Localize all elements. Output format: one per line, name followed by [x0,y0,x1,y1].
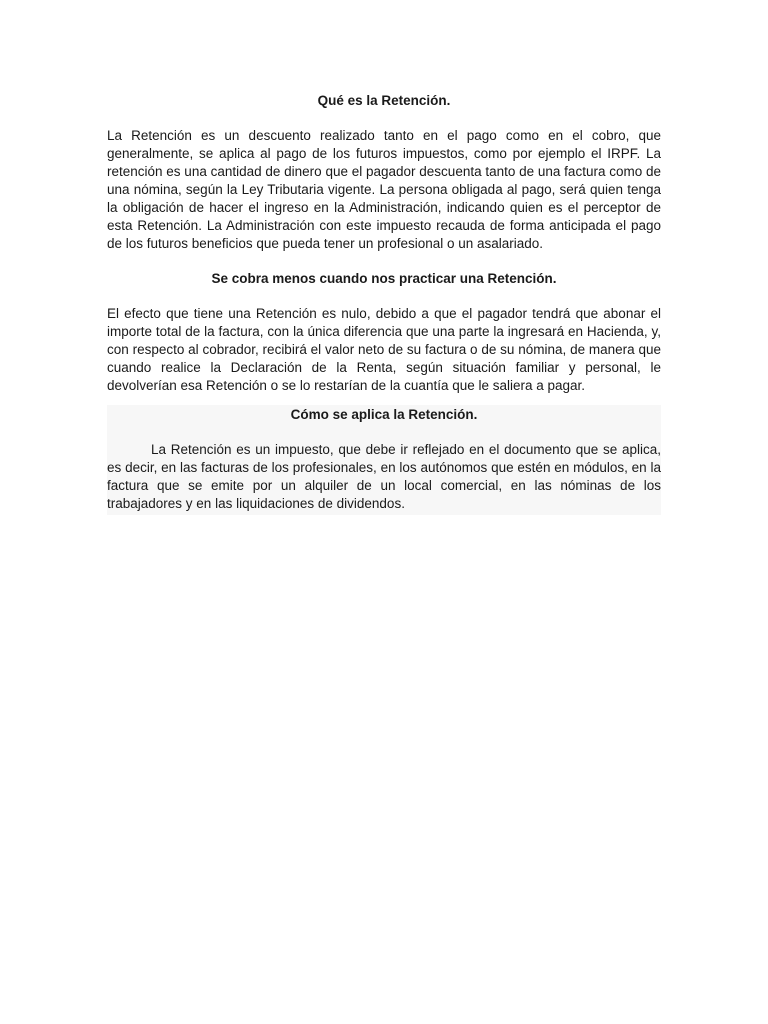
shaded-section-como-se-aplica [107,405,661,515]
section-body-que-es: La Retención es un descuento realizado tanto en el pago como en el cobro, que generalmente, se aplica al pago de los futuros impuestos, como por ejemplo el IRPF. La retención es una cantidad de dinero que el pagador descuenta tanto de una factura como de una nómina, según la Ley Tributaria vigente. La persona obligada al pago, será quien tenga la obligación de hacer el ingreso en la Administración, indicando quien es el perceptor de esta Retención. La Administración con este impuesto recauda de forma anticipada el pago de los futuros beneficios que pueda tener un profesional o un asalariado. [107,128,661,251]
section-heading-se-cobra-menos: Se cobra menos cuando nos practicar una Retención. [211,271,557,286]
section-heading-que-es: Qué es la Retención. [317,93,451,108]
section-body-se-cobra-menos: El efecto que tiene una Retención es nulo, debido a que el pagador tendrá que abonar el importe total de la factura, con la única diferencia que una parte la ingresará en Hacienda, y, con respecto al cobrador, recibirá el valor neto de su factura o de su nómina, de manera que cuando realice la Declaración de la Renta, según situación familiar y personal, le devolverían esa Retención o se lo restarían de la cuantía que le saliera a pagar. [107,306,661,393]
document-page [107,92,661,515]
section-heading-como-se-aplica: Cómo se aplica la Retención. [290,407,478,422]
section-body-como-se-aplica: La Retención es un impuesto, que debe ir reflejado en el documento que se aplica, es decir, en las facturas de los profesionales, en los autónomos que estén en módulos, en la factura que se emite por un alquiler de un local comercial, en las nóminas de los trabajadores y en las liquidaciones de dividendos. [107,442,661,511]
